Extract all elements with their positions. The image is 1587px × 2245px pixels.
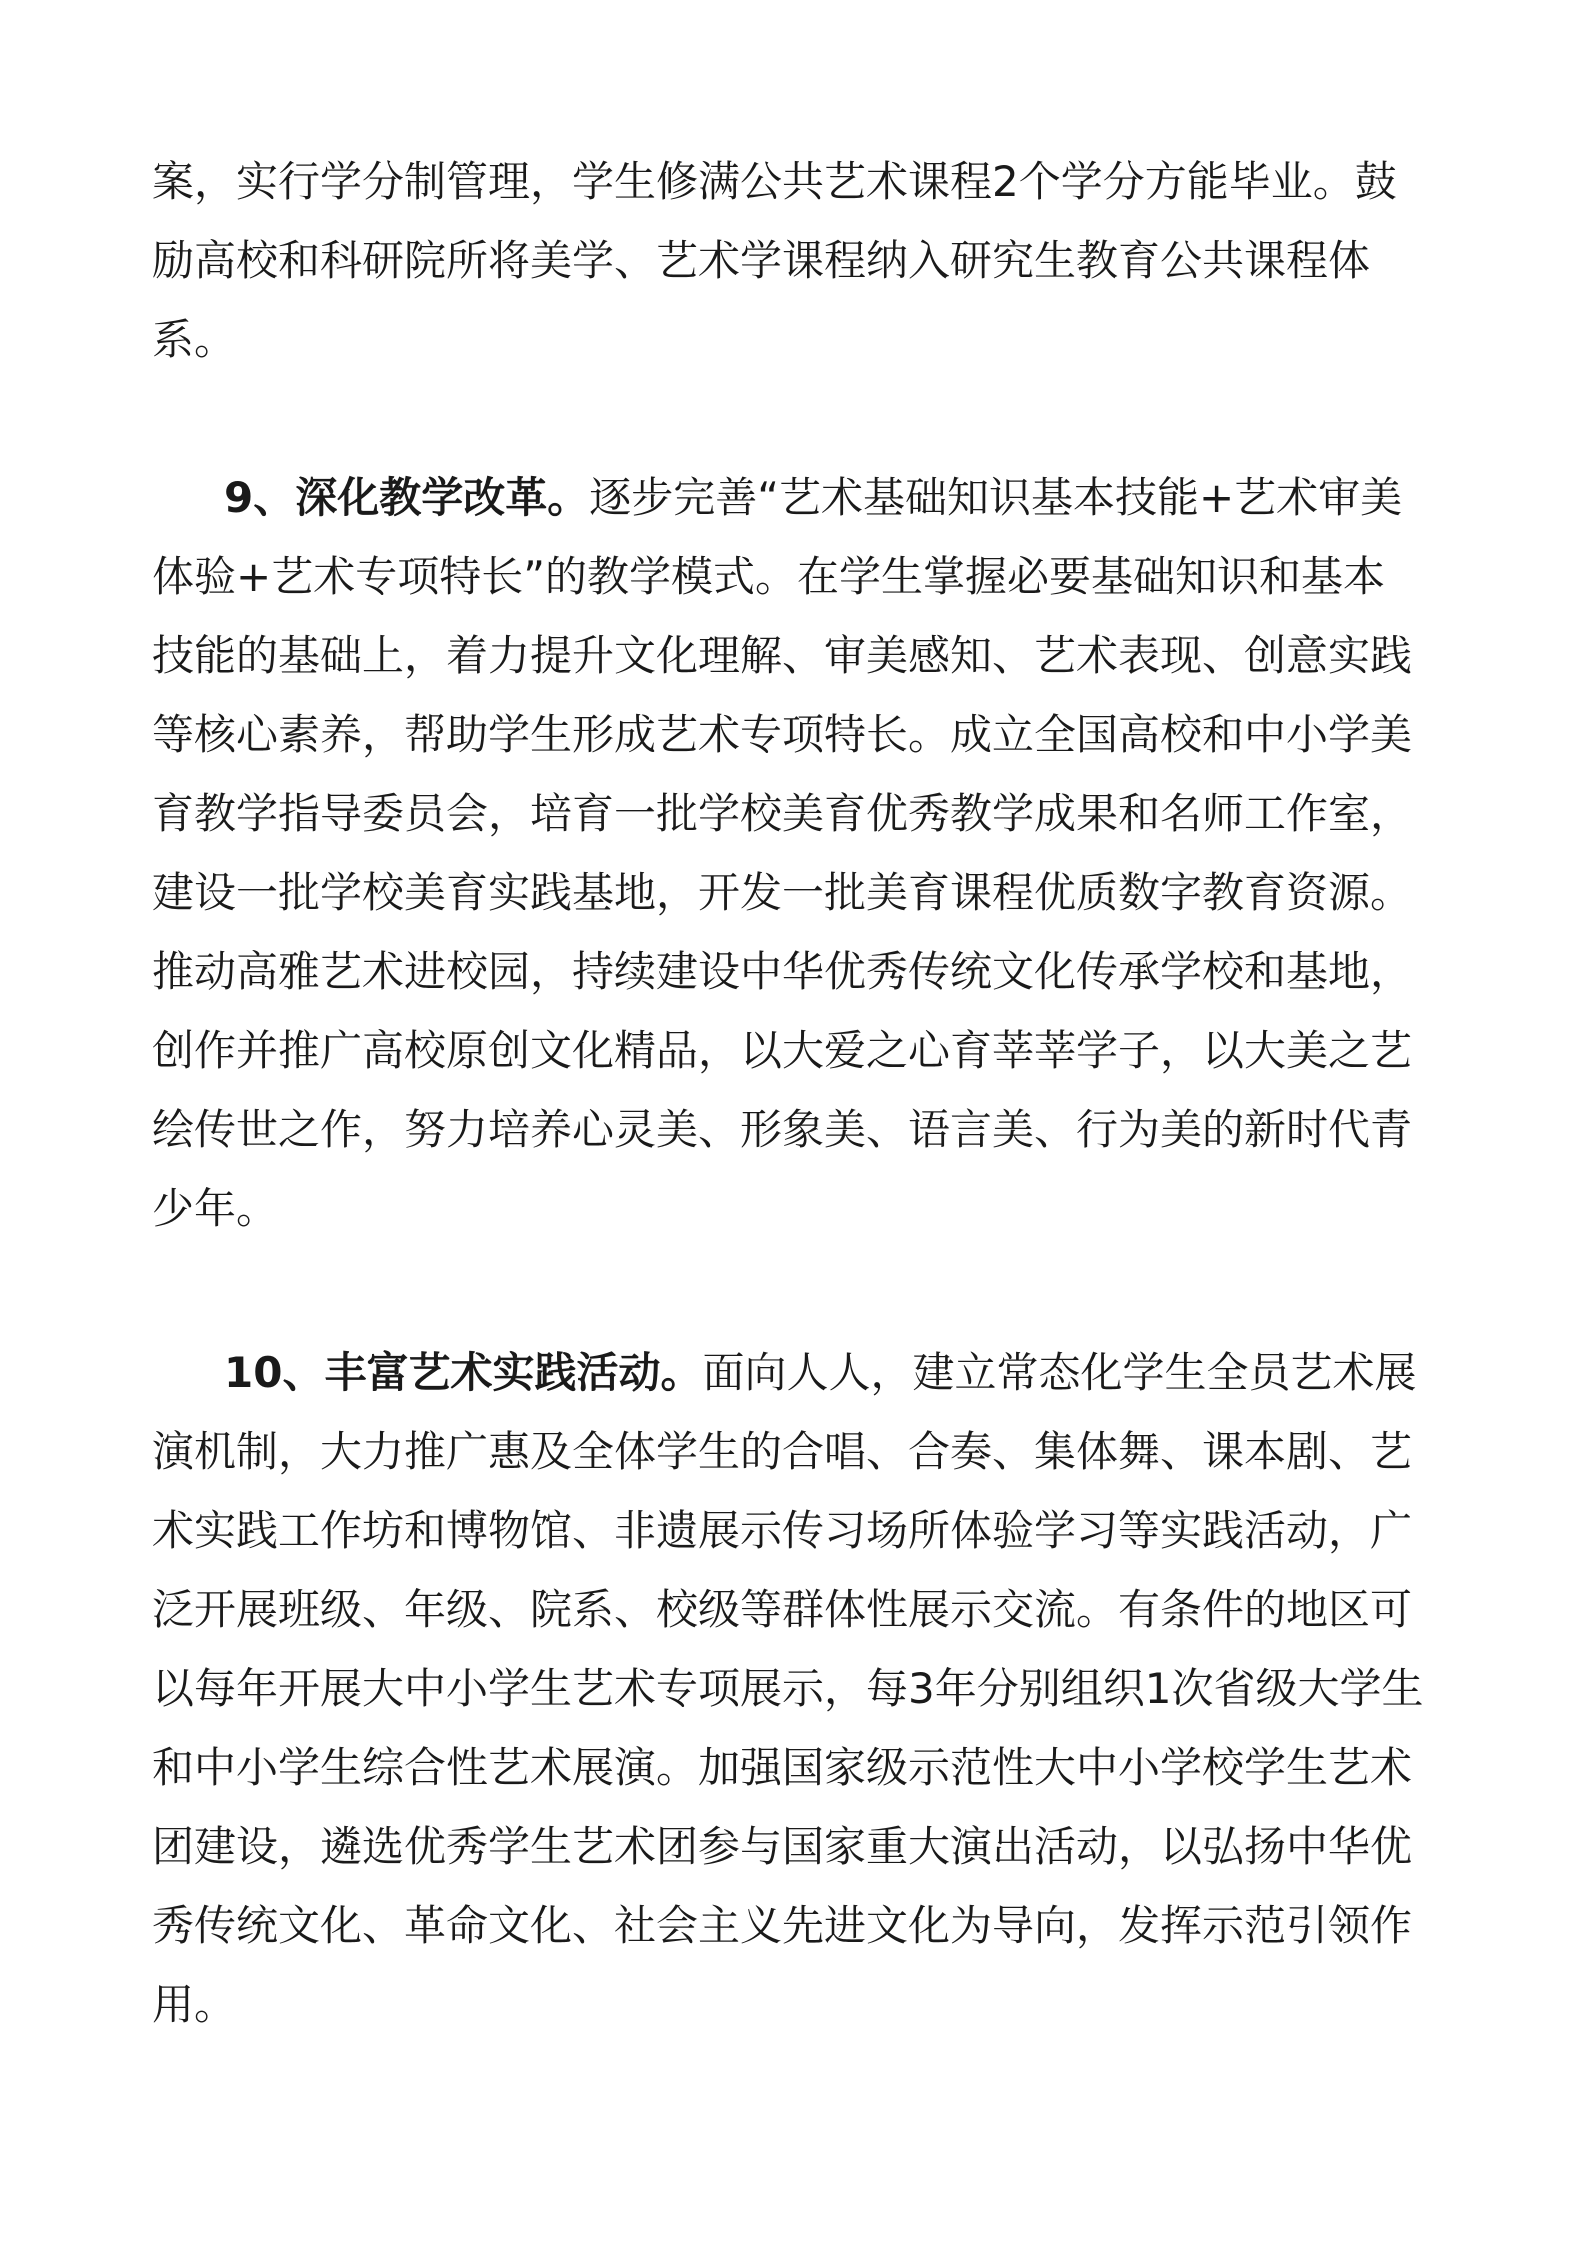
continuation-paragraph — [152, 142, 1442, 379]
paragraph-line: 演机制，大力推广惠及全体学生的合唱、合奏、集体舞、课本剧、艺 — [152, 1427, 1413, 1476]
paragraph-line: 和中小学生综合性艺术展演。加强国家级示范性大中小学校学生艺术 — [152, 1743, 1413, 1792]
paragraph-line: 技能的基础上，着力提升文化理解、审美感知、艺术表现、创意实践 — [152, 631, 1413, 680]
paragraph-line: 以每年开展大中小学生艺术专项展示，每3年分别组织1次省级大学生 — [152, 1664, 1424, 1713]
section-10-paragraph — [152, 1333, 1442, 2044]
paragraph-line: 育教学指导委员会，培育一批学校美育优秀教学成果和名师工作室， — [152, 789, 1413, 838]
paragraph-line: 案，实行学分制管理，学生修满公共艺术课程2个学分方能毕业。鼓 — [152, 157, 1397, 206]
paragraph-line: 团建设，遴选优秀学生艺术团参与国家重大演出活动，以弘扬中华优 — [152, 1822, 1413, 1871]
section-9-first-line-text: 逐步完善“艺术基础知识基本技能+艺术审美 — [589, 473, 1403, 522]
section-9-heading: 9、深化教学改革。 — [224, 473, 590, 522]
paragraph-line: 创作并推广高校原创文化精品，以大爱之心育莘莘学子，以大美之艺 — [152, 1026, 1413, 1075]
section-9-first-line — [152, 458, 1442, 537]
paragraph-line: 体验+艺术专项特长”的教学模式。在学生掌握必要基础知识和基本 — [152, 552, 1385, 601]
section-10-first-line-text: 面向人人，建立常态化学生全员艺术展 — [702, 1348, 1417, 1397]
paragraph-line: 泛开展班级、年级、院系、校级等群体性展示交流。有条件的地区可 — [152, 1585, 1413, 1634]
paragraph-line: 等核心素养，帮助学生形成艺术专项特长。成立全国高校和中小学美 — [152, 710, 1413, 759]
section-10-heading: 10、丰富艺术实践活动。 — [224, 1348, 703, 1397]
paragraph-line: 术实践工作坊和博物馆、非遗展示传习场所体验学习等实践活动，广 — [152, 1506, 1413, 1555]
paragraph-line: 秀传统文化、革命文化、社会主义先进文化为导向，发挥示范引领作 — [152, 1901, 1413, 1950]
section-10-first-line — [152, 1333, 1442, 1412]
paragraph-line: 推动高雅艺术进校园，持续建设中华优秀传统文化传承学校和基地， — [152, 947, 1413, 996]
paragraph-line: 用。 — [152, 1980, 237, 2029]
paragraph-line: 绘传世之作，努力培养心灵美、形象美、语言美、行为美的新时代青 — [152, 1105, 1413, 1154]
paragraph-line: 建设一批学校美育实践基地，开发一批美育课程优质数字教育资源。 — [152, 868, 1413, 917]
paragraph-line: 励高校和科研院所将美学、艺术学课程纳入研究生教育公共课程体 — [152, 236, 1371, 285]
section-9-paragraph — [152, 458, 1442, 1248]
paragraph-line: 系。 — [152, 315, 237, 364]
paragraph-line: 少年。 — [152, 1184, 279, 1233]
